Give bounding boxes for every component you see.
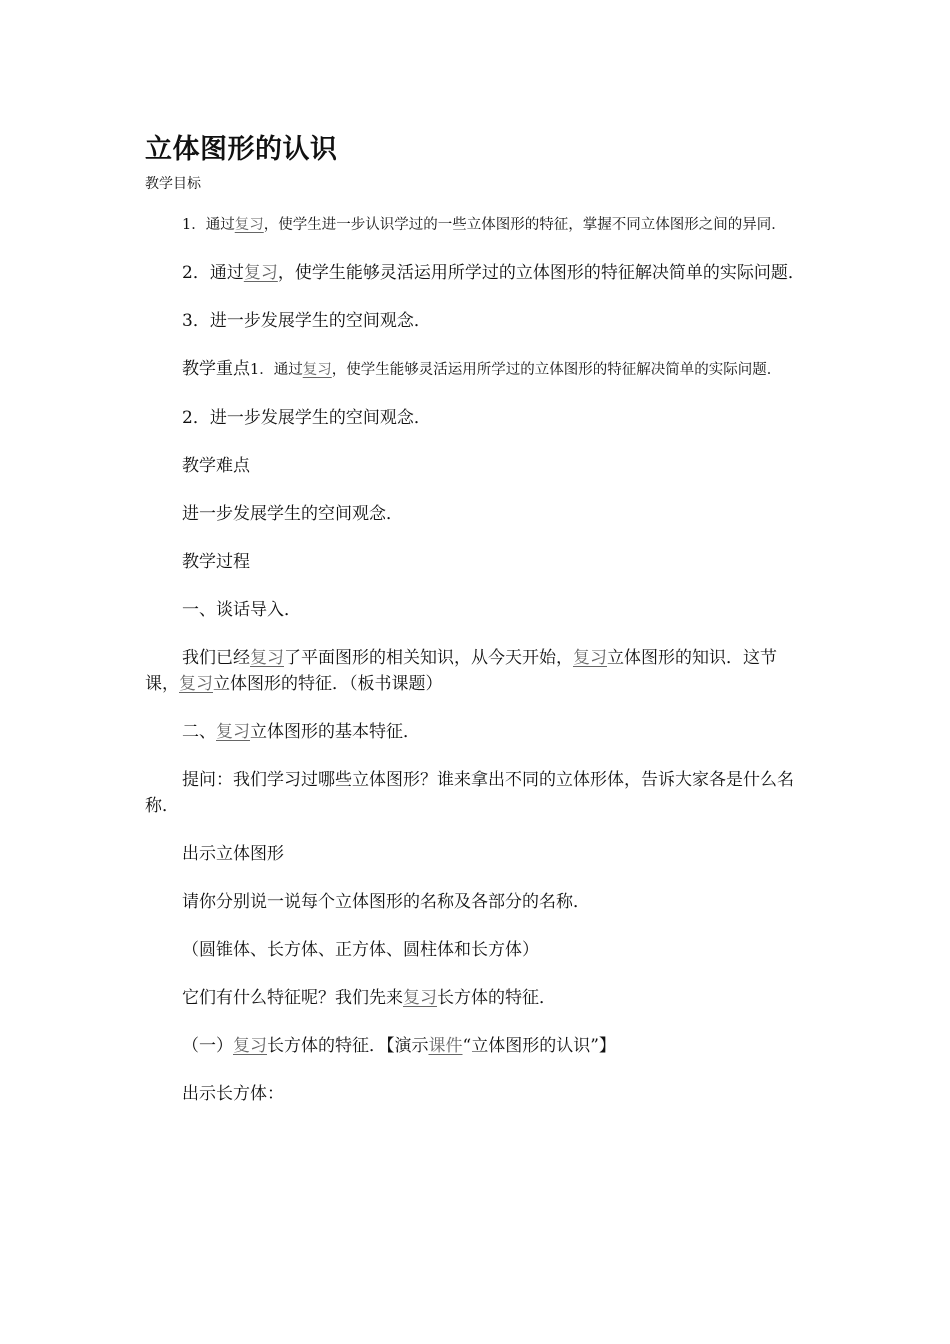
intro-text-3: 立体图形的知识．这节课， [145,648,777,694]
features-question [145,985,810,1011]
objective-1 [145,212,810,238]
show-shapes-text: 出示立体图形 [182,844,284,864]
review-link[interactable]: 复习 [243,263,278,283]
difficulty-text: 进一步发展学生的空间观念． [182,504,403,524]
step-2-prefix: 二、 [182,722,216,742]
key-point-1 [145,356,810,383]
review-link[interactable]: 复习 [403,988,437,1008]
intro-text-2: 了平面图形的相关知识，从今天开始， [284,648,573,668]
instruction-text: 请你分别说一说每个立体图形的名称及各部分的名称． [182,892,590,912]
intro-text-4: 立体图形的特征．（板书课题） [213,674,443,694]
objective-3: 3．进一步发展学生的空间观念． [182,311,431,331]
page-title: 立体图形的认识 [145,134,338,165]
review-link[interactable]: 复习 [216,722,250,742]
section-heading-objectives: 教学目标 [145,176,201,192]
intro-text-1: 我们已经 [182,648,250,668]
features-question-end: 长方体的特征． [437,988,556,1008]
review-link[interactable]: 复习 [573,648,607,668]
review-link[interactable]: 复习 [179,674,213,694]
features-question-text: 它们有什么特征呢？我们先来 [182,988,403,1008]
key-point-1-prefix: 1．通过 [250,362,303,378]
subsection-cuboid [145,1033,810,1059]
step-2-text: 立体图形的基本特征． [250,722,420,742]
subsection-prefix: （一） [182,1036,233,1056]
objective-2-prefix: 2．通过 [182,263,244,283]
key-point-2: 2．进一步发展学生的空间观念． [182,408,431,428]
step-2-heading [145,719,810,745]
courseware-link[interactable]: 课件 [428,1036,463,1056]
section-heading-process: 教学过程 [182,552,250,572]
intro-paragraph [145,645,810,697]
review-link[interactable]: 复习 [233,1036,267,1056]
section-heading-difficulty: 教学难点 [182,456,250,476]
subsection-text: 长方体的特征．【演示 [267,1036,429,1056]
objective-1-prefix: 1．通过 [182,217,235,233]
objective-2-text: ，使学生能够灵活运用所学过的立体图形的特征解决简单的实际问题． [277,263,805,283]
review-link[interactable]: 复习 [250,648,284,668]
key-point-heading: 教学重点 [182,359,250,379]
review-link[interactable]: 复习 [302,362,332,378]
question-paragraph: 提问：我们学习过哪些立体图形？谁来拿出不同的立体形体，告诉大家各是什么名称． [145,770,794,816]
shapes-list: （圆锥体、长方体、正方体、圆柱体和长方体） [182,940,539,960]
objective-2 [145,260,810,286]
subsection-end: “立体图形的认识”】 [462,1036,616,1056]
objective-1-text: ，使学生进一步认识学过的一些立体图形的特征，掌握不同立体图形之间的异同． [263,217,786,233]
review-link[interactable]: 复习 [234,217,264,233]
document-page [145,130,810,1107]
step-1-heading: 一、谈话导入． [182,600,301,620]
key-point-1-text: ，使学生能够灵活运用所学过的立体图形的特征解决简单的实际问题． [331,362,782,378]
show-cuboid-text: 出示长方体： [182,1084,284,1104]
